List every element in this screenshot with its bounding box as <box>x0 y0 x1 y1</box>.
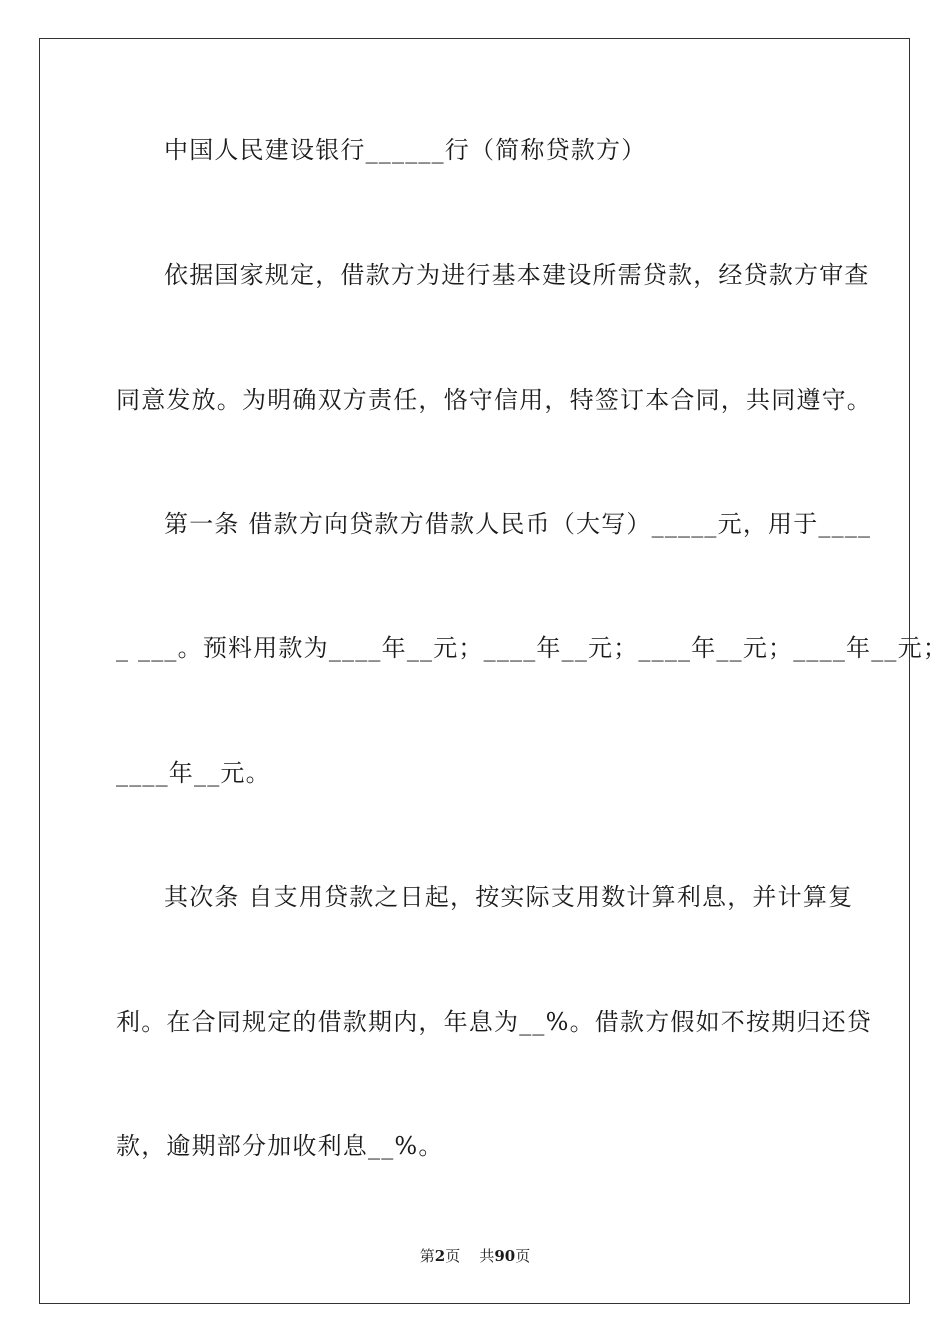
footer-total-suffix: 页 <box>515 1247 531 1265</box>
paragraph-line-8: 利。在合同规定的借款期内，年息为__%。借款方假如不按期归还贷 <box>116 1008 873 1036</box>
page-border <box>39 38 949 1304</box>
footer-page-suffix: 页 <box>445 1247 461 1265</box>
footer-page-number: 2 <box>434 1247 446 1265</box>
paragraph-line-2: 依据国家规定，借款方为进行基本建设所需贷款，经贷款方审查 <box>164 261 870 289</box>
footer-page-prefix: 第 <box>419 1247 435 1265</box>
footer-total-prefix: 共 <box>479 1247 495 1265</box>
paragraph-line-5: _ ___。预料用款为____年__元；____年__元；____年__元；____年__元； <box>116 634 949 662</box>
paragraph-line-1: 中国人民建设银行______行（简称贷款方） <box>164 136 647 164</box>
paragraph-line-4: 第一条 借款方向贷款方借款人民币（大写）_____元，用于____ <box>164 510 872 538</box>
paragraph-line-3: 同意发放。为明确双方责任，恪守信用，特签订本合同，共同遵守。 <box>116 386 872 414</box>
paragraph-line-7: 其次条 自支用贷款之日起，按实际支用数计算利息，并计算复 <box>164 883 854 911</box>
paragraph-line-9: 款，逾期部分加收利息__%。 <box>116 1132 444 1160</box>
footer-total-pages: 90 <box>494 1247 516 1265</box>
paragraph-line-6: ____年__元。 <box>116 759 271 787</box>
page-footer <box>0 1246 950 1266</box>
